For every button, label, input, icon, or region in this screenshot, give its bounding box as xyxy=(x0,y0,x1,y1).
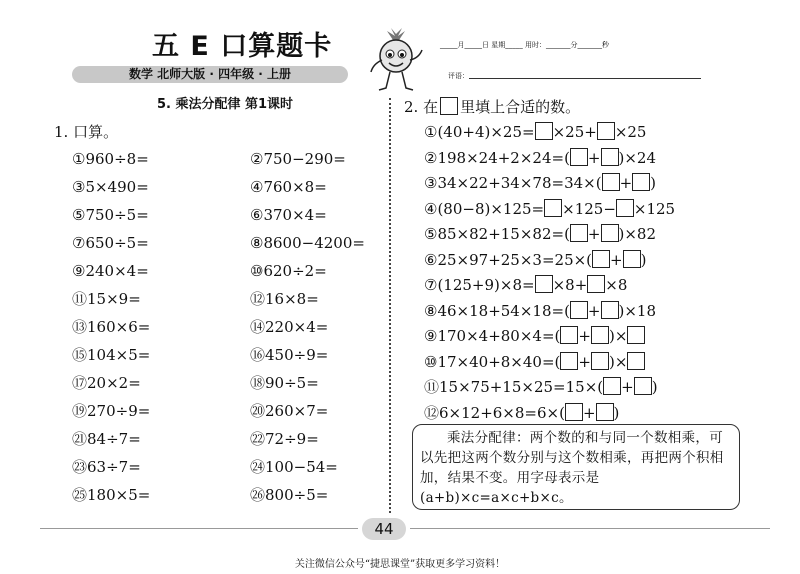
oral-problem: ㉓63÷7= xyxy=(72,458,141,476)
row-text: ×25+ xyxy=(552,123,597,141)
row-text: + xyxy=(578,327,591,345)
oral-problem: ⑰20×2= xyxy=(72,374,141,392)
row-text: ④(80−8)×125= xyxy=(424,199,545,218)
row-text: + xyxy=(587,225,601,243)
answer-box[interactable] xyxy=(634,377,652,395)
answer-box[interactable] xyxy=(565,403,583,421)
row-text: )×18 xyxy=(618,301,657,320)
row-text: ×25 xyxy=(614,123,647,141)
fill-blank-row xyxy=(424,403,619,423)
row-text: + xyxy=(587,148,601,167)
fill-blank-row xyxy=(424,377,658,397)
answer-box[interactable] xyxy=(601,301,619,319)
oral-problem: ⑧8600−4200= xyxy=(250,234,365,252)
date-time-line: _____月_____日 星期_____ 用时：_______分_______秒 xyxy=(440,41,609,49)
oral-problem: ⑨240×4= xyxy=(72,262,149,280)
answer-box[interactable] xyxy=(596,403,614,421)
row-text: ⑫6×12+6×8=6×( xyxy=(424,403,565,422)
brand-title: 五 E 口算题卡 xyxy=(152,31,333,62)
oral-problem: ⑪15×9= xyxy=(72,290,141,308)
row-text: )× xyxy=(608,352,628,371)
oral-problem: ⑯450÷9= xyxy=(250,346,329,364)
question2-heading xyxy=(404,96,580,117)
row-text: ) xyxy=(651,378,658,396)
answer-box[interactable] xyxy=(627,326,645,344)
lesson-title: 5. 乘法分配律 第1课时 xyxy=(156,97,294,112)
answer-box[interactable] xyxy=(623,250,641,268)
answer-box[interactable] xyxy=(535,122,553,140)
answer-box[interactable] xyxy=(603,377,621,395)
oral-problem: ⑲270÷9= xyxy=(72,402,151,420)
fill-blank-row xyxy=(424,148,656,168)
row-text: + xyxy=(587,301,601,320)
answer-box[interactable] xyxy=(592,250,610,268)
column-divider xyxy=(389,98,391,513)
row-text: ⑨170×4+80×4=( xyxy=(424,327,561,345)
answer-box[interactable] xyxy=(601,148,619,166)
oral-problem: ①960÷8= xyxy=(72,150,149,168)
comment-label xyxy=(448,70,701,81)
question2-heading-post: 里填上合适的数。 xyxy=(460,98,581,116)
answer-box[interactable] xyxy=(601,224,619,242)
row-text: ②198×24+2×24=( xyxy=(424,148,570,167)
answer-box[interactable] xyxy=(591,352,609,370)
footer-note: 关注微信公众号“捷思课堂”获取更多学习资料！ xyxy=(294,559,506,570)
mascot-illustration xyxy=(365,28,427,100)
oral-problem: ㉒72÷9= xyxy=(250,430,319,448)
fill-blank-row xyxy=(424,250,646,270)
row-text: ⑪15×75+15×25=15×( xyxy=(424,378,604,396)
row-text: ⑥25×97+25×3=25×( xyxy=(424,250,593,269)
fill-blank-row xyxy=(424,199,675,219)
row-text: + xyxy=(621,378,634,396)
answer-box[interactable] xyxy=(632,173,650,191)
row-text: )×82 xyxy=(618,225,657,243)
answer-box[interactable] xyxy=(570,148,588,166)
row-text: )×24 xyxy=(618,148,657,167)
answer-box[interactable] xyxy=(560,326,578,344)
row-text: ×8 xyxy=(605,276,628,294)
oral-problem: ⑫16×8= xyxy=(250,290,319,308)
row-text: + xyxy=(582,403,596,422)
subject-bar: 数学 北师大版 · 四年级 · 上册 xyxy=(72,66,348,83)
row-text: ×125 xyxy=(633,199,676,218)
oral-problem: ⑭220×4= xyxy=(250,318,329,336)
oral-problem: ⑦650÷5= xyxy=(72,234,149,252)
row-text: ×8+ xyxy=(552,276,588,294)
answer-box[interactable] xyxy=(597,122,615,140)
oral-problem: ㉔100−54= xyxy=(250,458,338,476)
oral-problem: ㉑84÷7= xyxy=(72,430,141,448)
oral-problem: ⑬160×6= xyxy=(72,318,151,336)
fill-blank-row xyxy=(424,352,645,372)
row-text: ⑤85×82+15×82=( xyxy=(424,225,570,243)
answer-box[interactable] xyxy=(591,326,609,344)
question1-heading: 1. 口算。 xyxy=(54,123,119,141)
fill-blank-row xyxy=(424,224,656,244)
answer-box[interactable] xyxy=(570,224,588,242)
oral-problem: ④760×8= xyxy=(250,178,327,196)
sample-box xyxy=(440,97,458,115)
fill-blank-row xyxy=(424,275,627,295)
row-text: ①(40+4)×25= xyxy=(424,123,535,141)
oral-problem: ⑮104×5= xyxy=(72,346,151,364)
fill-blank-row xyxy=(424,326,645,346)
bottom-divider-left xyxy=(40,528,358,529)
comment-blank-line xyxy=(469,70,701,79)
fill-blank-row xyxy=(424,301,656,321)
row-text: ⑦(125+9)×8= xyxy=(424,276,535,294)
row-text: ⑩17×40+8×40=( xyxy=(424,352,561,371)
oral-problem: ⑩620÷2= xyxy=(250,262,327,280)
answer-box[interactable] xyxy=(535,275,553,293)
oral-problem: ⑱90÷5= xyxy=(250,374,319,392)
row-text: ) xyxy=(613,403,620,422)
row-text: + xyxy=(610,250,623,269)
answer-box[interactable] xyxy=(616,199,634,217)
row-text: + xyxy=(578,352,591,371)
row-text: ) xyxy=(640,250,647,269)
fill-blank-row xyxy=(424,122,646,142)
question2-heading-pre: 2. 在 xyxy=(404,98,439,116)
row-text: ) xyxy=(650,174,657,192)
oral-problem: ㉖800÷5= xyxy=(250,486,329,504)
answer-box[interactable] xyxy=(544,199,562,217)
page-number: 44 xyxy=(362,518,406,540)
row-text: ×125− xyxy=(562,199,616,218)
row-text: )× xyxy=(608,327,628,345)
oral-problem: ③5×490= xyxy=(72,178,149,196)
answer-box[interactable] xyxy=(602,173,620,191)
answer-box[interactable] xyxy=(627,352,645,370)
oral-problem: ⑳260×7= xyxy=(250,402,329,420)
row-text: + xyxy=(619,174,633,192)
rule-note-text: 乘法分配律：两个数的和与同一个数相乘，可以先把这两个数分别与这个数相乘，再把两个积相加，结果不变。用字母表示是(a+b)×c=a×c+b×c。 xyxy=(420,430,724,506)
row-text: ③34×22+34×78=34×( xyxy=(424,174,602,192)
oral-problem: ⑤750÷5= xyxy=(72,206,149,224)
fill-blank-row xyxy=(424,173,656,193)
answer-box[interactable] xyxy=(560,352,578,370)
row-text: ⑧46×18+54×18=( xyxy=(424,301,570,320)
bottom-divider-right xyxy=(410,528,770,529)
oral-problem: ⑥370×4= xyxy=(250,206,327,224)
answer-box[interactable] xyxy=(570,301,588,319)
comment-label-text: 评语： xyxy=(448,72,469,80)
answer-box[interactable] xyxy=(587,275,605,293)
oral-problem: ㉕180×5= xyxy=(72,486,151,504)
oral-problem: ②750−290= xyxy=(250,150,346,168)
